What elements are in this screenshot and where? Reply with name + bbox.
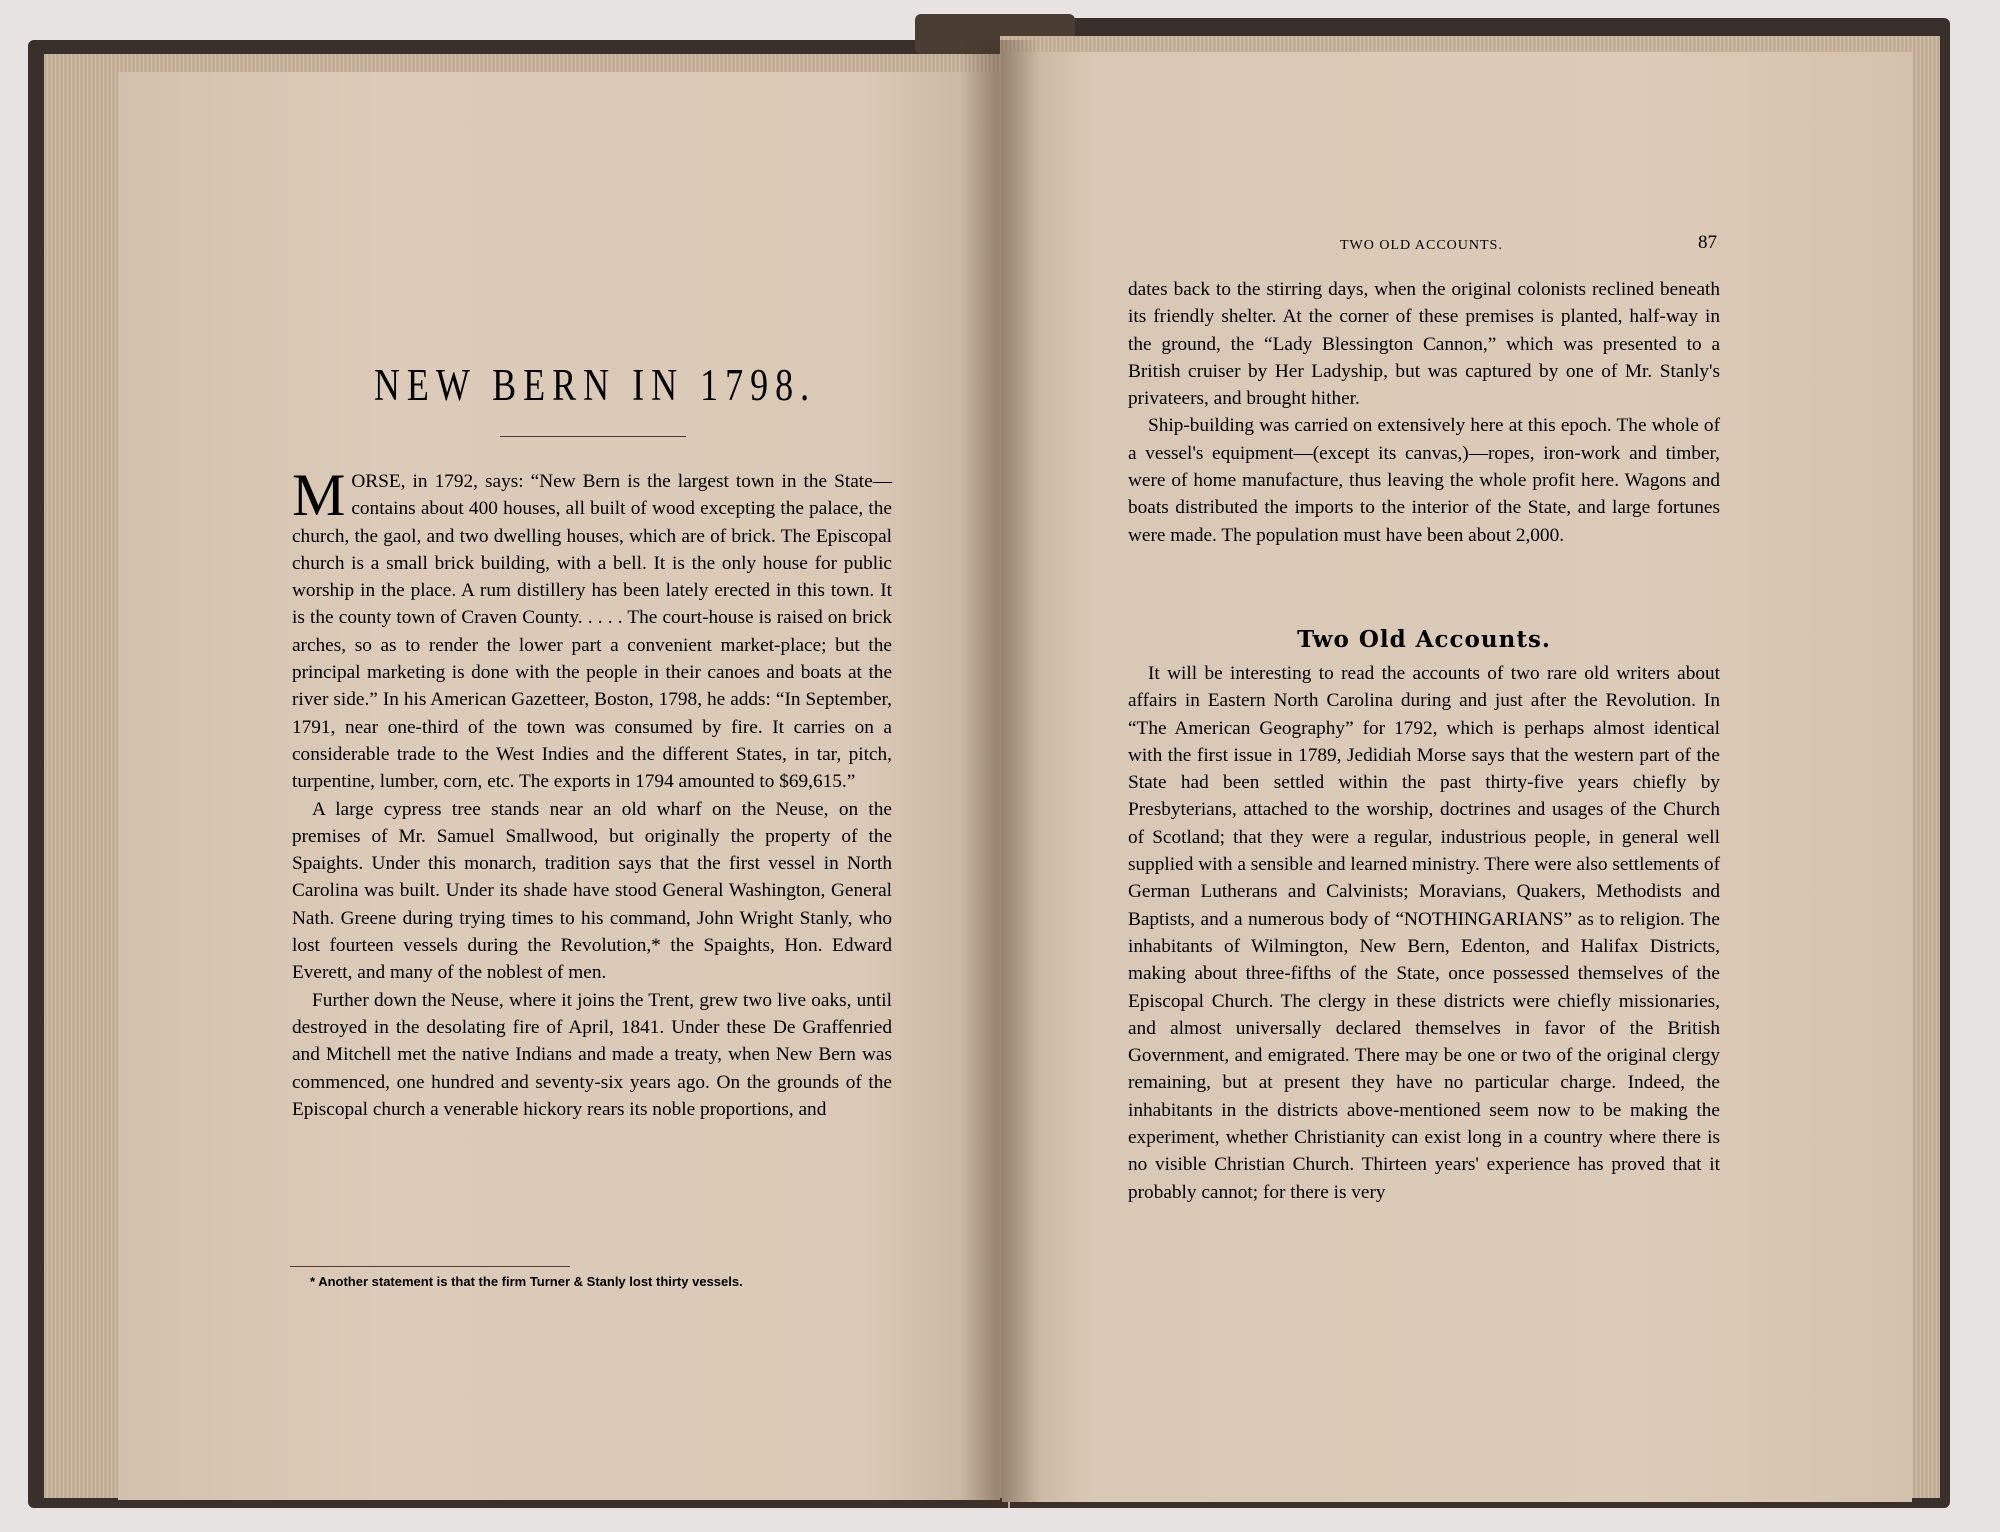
paragraph: A large cypress tree stands near an old wharf on the Neuse, on the premises of Mr. Samuel Smallwood, but originally the property of the Spaights. Under this monarch, tradition says that the first vessel in North Carolina was built. Under its shade have stood General Washington, General Nath. Greene during trying times to his command, John Wright Stanly, who lost fourteen vessels during the Revolution,* the Spaights, Hon. Edward Everett, and many of the noblest of men. [292,798,892,984]
paragraph: dates back to the stirring days, when the original colonists reclined beneath its friendly shelter. At the corner of these premises is planted, half-way in the ground, the “Lady Blessington Cannon,” which was presented to a British cruiser by Her Ladyship, but was captured by one of Mr. Stanly's privateers, and brought hither. [1128,279,1720,410]
running-head: TWO OLD ACCOUNTS. [1340,238,1503,253]
paragraph: It will be interesting to read the accounts of two rare old writers about affairs in Eastern North Carolina during and just after the Revolution. In “The American Geography” for 1792, which is perhaps almost identical with the first issue in 1789, Jedidiah Morse says that the western part of the State had been settled within the past thirty-five years chiefly by Presbyterians, attached to the worship, doctrines and usages of the Church of Scotland; that they were a regular, industrious people, in general well supplied with a sensible and learned ministry. There were also settlements of German Lutherans and Calvinists; Moravians, Quakers, Methodists and Baptists, and a numerous body of “NOTHINGARIANS” as to religion. The inhabitants of Wilmington, New Bern, Edenton, and Halifax Districts, making about three-fifths of the State, once possessed themselves of the Episcopal Church. The clergy in these districts were chiefly missionaries, and almost universally declared themselves in favor of the British Government, and emigrated. There may be one or two of the original clergy remaining, but at present they have no particular charge. Indeed, the inhabitants in the districts above-mentioned seem now to be making the experiment, whether Christianity can exist long in a country where there is no visible Christian Church. Thirteen years' experience has proved that it probably cannot; for there is very [1128,663,1720,1203]
page-number: 87 [1698,232,1717,253]
left-page-body [292,462,892,1123]
drop-cap: M [292,462,346,528]
right-page-body [1128,276,1720,549]
chapter-title: NEW BERN IN 1798. [373,360,817,410]
paragraph: Ship-building was carried on extensively here at this epoch. The whole of a vessel's equipment—(except its canvas,)—ropes, iron-work and timber, were of home manufacture, thus leaving the whole profit here. Wagons and boats distributed the imports to the interior of the State, and large fortunes were made. The population must have been about 2,000. [1128,415,1720,546]
paragraph-text: ORSE, in 1792, says: “New Bern is the largest town in the State—contains about 400 houses, all built of wood excepting the palace, the church, the gaol, and two dwelling houses, which are of brick. The Episcopal church is a small brick building, with a bell. It is the only house for public worship in the place. A rum distillery has been lately erected in this town. It is the county town of Craven County. . . . . The court-house is raised on brick arches, so as to render the lower part a convenient market-place; but the principal marketing is done with the people in their canoes and boats at the river side.” In his American Gazetteer, Boston, 1798, he adds: “In September, 1791, near one-third of the town was consumed by fire. It carries on a considerable trade to the West Indies and the different States, in tar, pitch, turpentine, lumber, corn, etc. The exports in 1794 amounted to $69,615.” [292,471,892,793]
footnote: * Another statement is that the firm Turner & Stanly lost thirty vessels. [310,1274,743,1289]
paragraph: Further down the Neuse, where it joins the Trent, grew two live oaks, until destroyed in the desolating fire of April, 1841. Under these De Graffenried and Mitchell met the native Indians and made a treaty, when New Bern was commenced, one hundred and seventy-six years ago. On the grounds of the Episcopal church a venerable hickory rears its noble proportions, and [292,989,892,1120]
footnote-rule [290,1266,570,1267]
right-page-body-2 [1128,660,1720,1206]
section-heading: Two Old Accounts. [1297,626,1551,653]
paragraph [292,462,892,796]
book-gutter [960,40,1040,1508]
title-rule [500,436,686,437]
